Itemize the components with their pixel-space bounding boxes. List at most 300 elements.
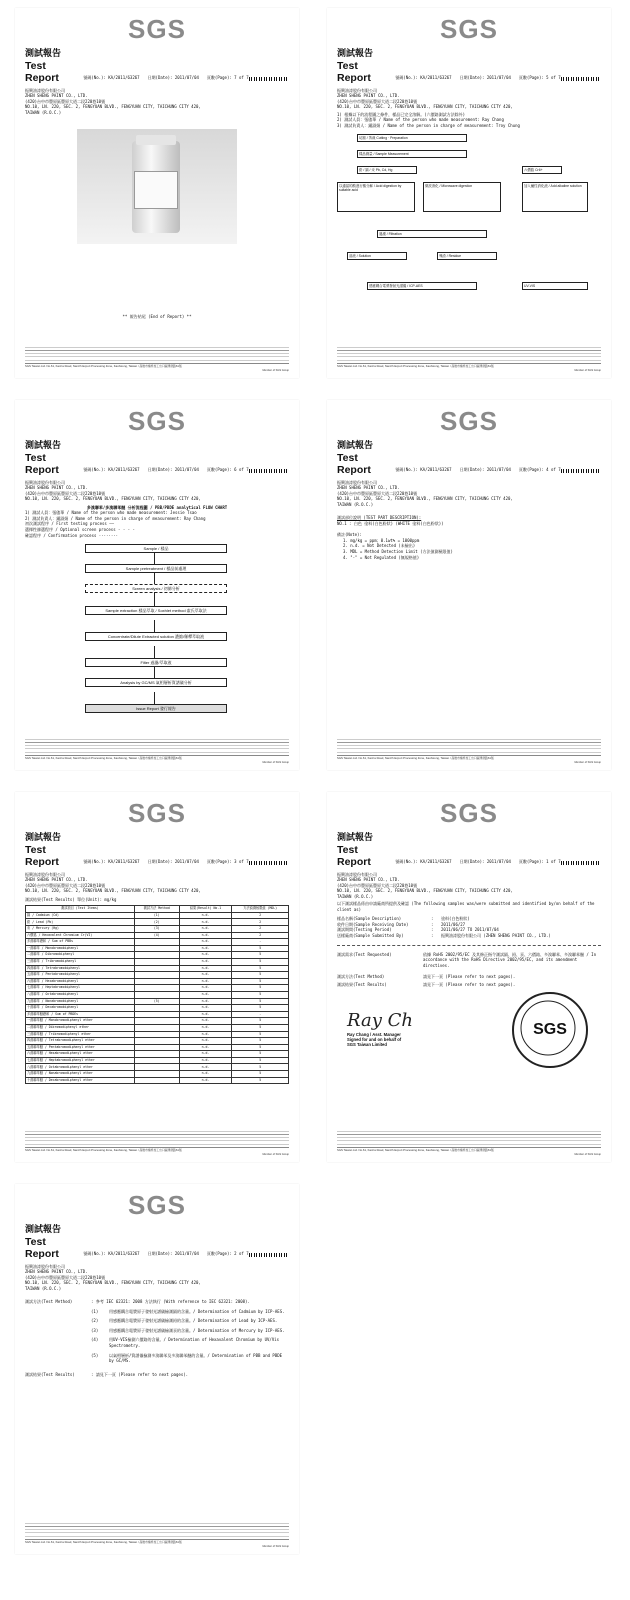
address-cn: (420)台中市豐原區豐原大道二段220巷10號 (25, 1274, 106, 1280)
table-row (26, 1044, 289, 1051)
step-pretreatment: Sample pretreatment / 樣品前處理 (85, 564, 227, 573)
table-cell: 2 (232, 912, 289, 919)
field-label: 測試期間(Testing Period) (337, 927, 392, 933)
flow-residue: 殘渣 / Residue (437, 252, 497, 260)
table-cell: 5 (232, 958, 289, 965)
page-footer (337, 1131, 601, 1156)
sgs-logo: SGS (440, 798, 498, 828)
client-address (337, 872, 601, 899)
method-number: (2) (91, 1318, 99, 1324)
table-cell (134, 1057, 179, 1064)
table-cell: 四溴聯苯醚 / Tetrabromodiphenyl ether (26, 1038, 135, 1045)
table-cell: 二溴聯苯 / Dibromobiphenyl (26, 952, 135, 959)
note-2: 2. n.d. = Not Detected (未檢出) (343, 543, 416, 549)
address-en: NO.10, LN. 220, SEC. 2, FENGYUAN BLVD., FENGYUAN CITY, TAICHUNG CITY 420, (25, 496, 201, 502)
method-text: 用感應耦合電漿原子發射光譜儀檢測鎘的含量。/ Determination of Cadmium by ICP-AES. (109, 1308, 285, 1314)
table-row (26, 939, 289, 946)
end-of-report: ** 報告結尾 (End of Report) ** (122, 314, 192, 320)
table-cell: 5 (232, 1057, 289, 1064)
table-row (26, 945, 289, 952)
table-cell: 5 (232, 991, 289, 998)
footer-address: SGS Taiwan Ltd. No.61, Kai-Fa Road, Nanzih Export Processing Zone, Kaohsiung, Taiwan / 高雄市楠梓加工出口區開發路61號 (25, 755, 182, 760)
test-method (337, 974, 601, 980)
address-en2: TAIWAN (R.O.C.) (25, 1285, 62, 1291)
address-en: NO.10, LN. 220, SEC. 2, FENGYUAN BLVD., FENGYUAN CITY, TAICHUNG CITY 420, (25, 888, 201, 894)
table-cell: n.d. (179, 1005, 232, 1012)
table-header-cell: 方法偵測極限值 (MDL) (232, 906, 289, 913)
test-results (25, 1372, 289, 1378)
sample-photo (77, 129, 237, 244)
table-row (26, 919, 289, 926)
table-cell: 5 (232, 1077, 289, 1084)
flow-sample: 樣品測量 / Sample Measurement (357, 150, 467, 158)
handwritten-signature: Ray Ch (347, 1010, 413, 1031)
page-no: 頁數(Page): 6 of 7 (206, 467, 249, 472)
step-extraction: Sample extraction 樣品萃取 / Soxhlet method 索氏萃取法 (85, 606, 227, 615)
field-label: 送樣廠商(Sample Submitted By) (337, 933, 404, 938)
table-header-cell: 測試項目 (Test Items) (26, 906, 135, 913)
table-cell: 七溴聯苯 / Heptabromobiphenyl (26, 985, 135, 992)
table-row (26, 932, 289, 939)
address-cn: (420)台中市豐原區豐原大道二段220巷10號 (25, 882, 106, 888)
address-cn: (420)台中市豐原區豐原大道二段220巷10號 (25, 98, 106, 104)
report-meta (83, 467, 248, 473)
page-header (25, 830, 289, 868)
part-heading: 測試部位說明 (TEST PART DESCRIPTION): (337, 515, 422, 521)
company-seal (512, 992, 588, 1068)
client-en: ZHEN SHENG PAINT CO., LTD. (25, 877, 88, 883)
table-row (26, 952, 289, 959)
step-issue-report: Issue Report 發行報告 (85, 704, 227, 713)
address-en: NO.10, LN. 220, SEC. 2, FENGYUAN BLVD., FENGYUAN CITY, TAICHUNG CITY 420, (337, 888, 513, 894)
table-cell: 2 (232, 919, 289, 926)
method-number: (4) (91, 1337, 99, 1343)
footer-member: Member of SGS Group (262, 1152, 289, 1156)
table-cell (134, 991, 179, 998)
page-no: 頁數(Page): 4 of 7 (518, 467, 561, 472)
table-cell: 五溴聯苯 / Pentabromobiphenyl (26, 972, 135, 979)
table-cell: 八溴聯苯 / Octabromobiphenyl (26, 991, 135, 998)
table-cell: 5 (232, 1018, 289, 1025)
table-row (26, 958, 289, 965)
method-label: 測試方法(Test Method) (337, 974, 385, 980)
table-cell: (5) (134, 998, 179, 1005)
client-en: ZHEN SHENG PAINT CO., LTD. (25, 485, 88, 491)
results-label: 測試結果(Test Results) (25, 1371, 75, 1377)
address-cn: (420)台中市豐原區豐原大道二段220巷10號 (337, 490, 418, 496)
table-cell: 三溴聯苯 / Tribromobiphenyl (26, 958, 135, 965)
page-footer (337, 347, 601, 372)
report-page-2 (15, 1184, 299, 1554)
table-cell: n.d. (179, 1057, 232, 1064)
report-meta (83, 1251, 248, 1257)
table-cell: n.d. (179, 991, 232, 998)
report-date: 日期(Date): 2011/07/04 (147, 859, 199, 864)
flow-chart-title: 多溴聯苯/多溴聯苯醚 分析流程圖 / PBB/PBDE analytical FLOW CHART (86, 504, 228, 510)
table-row (26, 985, 289, 992)
table-row (26, 965, 289, 972)
barcode (249, 861, 289, 865)
person-2: 2) 測試負責人：鍾淑娟 / Name of the person in charge of measurement: Ray Chang (25, 515, 206, 521)
sgs-logo: SGS (440, 406, 498, 436)
table-cell: 六價鉻 / Hexavalent Chromium Cr(VI) (26, 932, 135, 939)
intro-text: 以下測試樣品係由申請廠商所提供及確認 (The following samples was/were submitted and identified by/on behalf of the client as) (337, 901, 595, 912)
client-cn: 振興油漆股份有限公司 (337, 872, 377, 877)
report-page-4 (327, 400, 611, 770)
table-cell (134, 1071, 179, 1078)
table-cell (134, 1005, 179, 1012)
step-gcms: Analysis by GC/MS 氣相層析質譜儀分析 (85, 678, 227, 687)
table-cell: n.d. (179, 945, 232, 952)
notes-title: 備註(Note): (337, 532, 362, 538)
table-cell: 5 (232, 1031, 289, 1038)
footer-member: Member of SGS Group (262, 368, 289, 372)
table-cell (134, 985, 179, 992)
table-cell (134, 978, 179, 985)
report-no: 號碼(No.): KA/2011/63267 (83, 467, 140, 472)
page-footer (25, 347, 289, 372)
footer-terms (25, 1523, 289, 1537)
note-4: 4. "-" = Not Regulated (無規格值) (343, 554, 420, 560)
title-cn: 測試報告 (25, 441, 62, 451)
table-cell: (2) (134, 919, 179, 926)
test-part-description (337, 515, 601, 560)
report-date: 日期(Date): 2011/07/04 (147, 1251, 199, 1256)
barcode (561, 77, 601, 81)
title-cn: 測試報告 (25, 49, 62, 59)
table-cell: 2 (232, 926, 289, 933)
field-colon: : (431, 927, 434, 933)
table-cell: n.d. (179, 932, 232, 939)
address-cn: (420)台中市豐原區豐原大道二段220巷10號 (337, 882, 418, 888)
title-en: Test Report (25, 60, 59, 84)
seal-text: SGS (533, 1021, 567, 1038)
flow-digest2: 微波消化 / Microwave digestion (423, 182, 501, 212)
table-cell: n.d. (179, 978, 232, 985)
flow-addacid: 加入鹼性消化液 / Add alkaline solution (522, 182, 588, 212)
report-no: 號碼(No.): KA/2011/63267 (395, 467, 452, 472)
report-date: 日期(Date): 2011/07/04 (459, 859, 511, 864)
footer-terms (25, 1131, 289, 1145)
table-header-cell: 結果(Result) No.1 (179, 906, 232, 913)
client-address (25, 872, 289, 894)
barcode (249, 1253, 289, 1257)
table-cell: n.d. (179, 1011, 232, 1018)
method-text: 請見下一頁 (Please refer to next pages). (423, 974, 516, 980)
table-row (26, 1077, 289, 1084)
method-item (91, 1318, 289, 1324)
footer-terms (337, 739, 601, 753)
table-cell (134, 1064, 179, 1071)
report-no: 號碼(No.): KA/2011/63267 (83, 75, 140, 80)
table-row (26, 1064, 289, 1071)
method-number: (5) (91, 1352, 99, 1358)
table-cell: 5 (232, 985, 289, 992)
table-cell: 2 (232, 932, 289, 939)
footer-address: SGS Taiwan Ltd. No.61, Kai-Fa Road, Nanzih Export Processing Zone, Kaohsiung, Taiwan / 高雄市楠梓加工出口區開發路61號 (25, 363, 182, 368)
seal-ring-icon (512, 992, 584, 1064)
report-page-6 (15, 400, 299, 770)
table-cell: 5 (232, 1044, 289, 1051)
page-header (25, 46, 289, 84)
footer-terms (25, 347, 289, 361)
table-cell: n.d. (179, 1018, 232, 1025)
table-cell (134, 1024, 179, 1031)
address-en: NO.10, LN. 220, SEC. 2, FENGYUAN BLVD., FENGYUAN CITY, TAICHUNG CITY 420, (25, 104, 201, 110)
client-address (25, 1264, 289, 1291)
page-header (337, 438, 601, 476)
footer-member: Member of SGS Group (262, 1544, 289, 1548)
table-cell: 多溴聯苯醚總和 / Sum of PBDEs (26, 1011, 135, 1018)
table-cell: 5 (232, 1038, 289, 1045)
table-cell: 多溴聯苯總和 / Sum of PBBs (26, 939, 135, 946)
table-cell: n.d. (179, 1071, 232, 1078)
sgs-logo: SGS (128, 798, 186, 828)
signer-block (347, 1032, 401, 1047)
test-requested (337, 945, 601, 969)
address-en: NO.10, LN. 220, SEC. 2, FENGYUAN BLVD., FENGYUAN CITY, TAICHUNG CITY 420, (337, 496, 513, 502)
method-text: 用UV-VIS檢測六價鉻的含量。/ Determination of Hexavalent Chromium by UV/Vis Spectrometry. (109, 1337, 280, 1348)
table-cell: 二溴聯苯醚 / Dibromodiphenyl ether (26, 1024, 135, 1031)
test-results (337, 982, 601, 988)
table-cell: n.d. (179, 1038, 232, 1045)
field-value: 塗料(白色粉狀) (441, 916, 470, 922)
table-cell: 5 (232, 965, 289, 972)
requested-text: 依據 RoHS 2002/95/EC 及其修正指令測試鎘、鉛、汞、六價鉻、多溴聯苯、多溴聯苯醚 / In accordance with the RoHS Directive 2002/95/EC, and its amendment directives. (423, 951, 596, 968)
signer-name: Ray Chang / Asst. Manager (347, 1032, 401, 1037)
table-cell: n.d. (179, 1031, 232, 1038)
page-footer (25, 739, 289, 764)
title-cn: 測試報告 (25, 1225, 62, 1235)
table-row (26, 1071, 289, 1078)
report-date: 日期(Date): 2011/07/04 (147, 467, 199, 472)
signer-line2: Signed for and on behalf of (347, 1037, 402, 1042)
table-cell (134, 945, 179, 952)
table-cell: - (232, 1011, 289, 1018)
table-cell: (4) (134, 932, 179, 939)
client-cn: 振興油漆股份有限公司 (337, 88, 377, 93)
footer-member: Member of SGS Group (574, 1152, 601, 1156)
table-cell: 5 (232, 1024, 289, 1031)
page-footer (337, 739, 601, 764)
table-cell: 5 (232, 1071, 289, 1078)
page-no: 頁數(Page): 2 of 7 (206, 1251, 249, 1256)
table-cell: 5 (232, 972, 289, 979)
client-address (337, 88, 601, 110)
note-3: 3. MDL = Method Detection Limit (方法偵測極限值) (343, 549, 453, 554)
legend-optional: 選擇性篩選程序 / Optional screen process - - - - (25, 527, 135, 532)
table-cell (134, 1018, 179, 1025)
report-meta (395, 467, 560, 473)
table-row (26, 1011, 289, 1018)
table-cell: 九溴聯苯 / Nonabromobiphenyl (26, 998, 135, 1005)
client-en: ZHEN SHENG PAINT CO., LTD. (337, 877, 400, 883)
page-no: 頁數(Page): 5 of 7 (518, 75, 561, 80)
table-cell: n.d. (179, 919, 232, 926)
footer-address: SGS Taiwan Ltd. No.61, Kai-Fa Road, Nanzih Export Processing Zone, Kaohsiung, Taiwan / 高雄市楠梓加工出口區開發路61號 (337, 363, 494, 368)
method-list (25, 1309, 289, 1364)
table-row (26, 1031, 289, 1038)
table-cell: n.d. (179, 952, 232, 959)
flow-notes (337, 112, 601, 129)
title-en: Test Report (337, 60, 371, 84)
table-cell: 5 (232, 945, 289, 952)
report-page-3 (15, 792, 299, 1162)
footer-address: SGS Taiwan Ltd. No.61, Kai-Fa Road, Nanzih Export Processing Zone, Kaohsiung, Taiwan / 高雄市楠梓加工出口區開發路61號 (25, 1147, 182, 1152)
client-cn: 振興油漆股份有限公司 (25, 872, 65, 877)
table-cell: 汞 / Mercury (Hg) (26, 926, 135, 933)
table-cell: 十溴聯苯醚 / Decabromodiphenyl ether (26, 1077, 135, 1084)
field-value: 2011/06/27 (441, 921, 466, 927)
table-cell: 七溴聯苯醚 / Heptabromodiphenyl ether (26, 1057, 135, 1064)
table-cell: 5 (232, 1005, 289, 1012)
table-cell (134, 1011, 179, 1018)
field-value: 振興油漆股份有限公司 (ZHEN SHENG PAINT CO., LTD.) (441, 933, 551, 938)
pbb-flow-header (25, 505, 289, 539)
table-row (26, 926, 289, 933)
table-cell: 九溴聯苯醚 / Nonabromodiphenyl ether (26, 1071, 135, 1078)
flow-cr: 六價鉻 Cr6+ (522, 166, 562, 174)
client-cn: 振興油漆股份有限公司 (25, 88, 65, 93)
table-cell (134, 952, 179, 959)
legend-confirm: 確認程序 / Confirmation process ········ (25, 532, 119, 538)
legend-first: 初次測試程序 / First testing process —— (25, 521, 115, 527)
table-row (26, 978, 289, 985)
table-cell (134, 1051, 179, 1058)
note-2: 2) 測試人員：張啟華 / Name of the person who made measurement: Ray Chang (337, 117, 504, 123)
table-row (26, 1038, 289, 1045)
title-en: Test Report (337, 452, 371, 476)
client-cn: 振興油漆股份有限公司 (25, 480, 65, 485)
address-en2: TAIWAN (R.O.C.) (337, 893, 374, 899)
table-cell: 一溴聯苯 / Monobromobiphenyl (26, 945, 135, 952)
table-cell: (1) (134, 912, 179, 919)
table-cell: 四溴聯苯 / Tetrabromobiphenyl (26, 965, 135, 972)
page-header (25, 1222, 289, 1260)
method-text: 以氣相層析/質譜儀檢測多溴聯苯及多溴聯苯醚的含量。/ Determination of PBB and PBDE by GC/MS. (109, 1352, 283, 1364)
requested-label: 測試需求(Test Requested) (337, 951, 392, 957)
footer-member: Member of SGS Group (574, 368, 601, 372)
client-en: ZHEN SHENG PAINT CO., LTD. (337, 93, 400, 99)
title-en: Test Report (25, 844, 59, 868)
table-cell: 八溴聯苯醚 / Octabromodiphenyl ether (26, 1064, 135, 1071)
table-cell: 六溴聯苯醚 / Hexabromodiphenyl ether (26, 1051, 135, 1058)
method-item (91, 1309, 289, 1315)
method-item (91, 1353, 289, 1364)
table-cell: 一溴聯苯醚 / Monobromodiphenyl ether (26, 1018, 135, 1025)
method-text: 用感應耦合電漿原子發射光譜儀檢測汞的含量。/ Determination of Mercury by ICP-AES. (109, 1327, 285, 1333)
method-intro-text: : 參考 IEC 62321: 2008 方法執行 (With reference to IEC 62321: 2008). (91, 1299, 250, 1305)
sample-jar-image (132, 141, 180, 233)
method-text: 用感應耦合電漿原子發射光譜儀檢測鉛的含量。/ Determination of Lead by ICP-AES. (109, 1318, 278, 1324)
footer-terms (337, 1131, 601, 1145)
table-cell: 三溴聯苯醚 / Tribromodiphenyl ether (26, 1031, 135, 1038)
client-cn: 振興油漆股份有限公司 (25, 1264, 65, 1269)
method-intro (25, 1299, 289, 1305)
table-cell: 5 (232, 952, 289, 959)
table-cell (134, 965, 179, 972)
report-date: 日期(Date): 2011/07/04 (459, 75, 511, 80)
sample-field-row (337, 933, 601, 939)
table-cell: n.d. (179, 1064, 232, 1071)
table-row (26, 912, 289, 919)
table-cell: n.d. (179, 1024, 232, 1031)
flow-filter: 過濾 / Filtration (377, 230, 487, 238)
page-no: 頁數(Page): 1 of 7 (518, 859, 561, 864)
flow-solution: 溶液 / Solution (347, 252, 407, 260)
flow-cut: 切割 / 剪裁 Cutting · Preparation (357, 134, 467, 142)
table-cell: 鉛 / Lead (Pb) (26, 919, 135, 926)
table-header-cell: 測試方法 Method (134, 906, 179, 913)
report-date: 日期(Date): 2011/07/04 (459, 467, 511, 472)
part-no1: NO.1 : 白色 塗料(白色粉狀) (WHITE 塗料(白色粉狀)) (337, 520, 444, 526)
page-no: 頁數(Page): 7 of 7 (206, 75, 249, 80)
page-header (337, 46, 601, 84)
report-no: 號碼(No.): KA/2011/63267 (83, 1251, 140, 1256)
table-row (26, 998, 289, 1005)
page-header (25, 438, 289, 476)
title-en: Test Report (25, 452, 59, 476)
footer-member: Member of SGS Group (262, 760, 289, 764)
table-cell: n.d. (179, 939, 232, 946)
client-address (337, 480, 601, 507)
client-cn: 振興油漆股份有限公司 (337, 480, 377, 485)
report-meta (395, 75, 560, 81)
address-cn: (420)台中市豐原區豐原大道二段220巷10號 (337, 98, 418, 104)
flow-icp: 感應耦合電漿發射光譜儀 / ICP-AES (367, 282, 477, 290)
table-cell: (3) (134, 926, 179, 933)
table-cell: n.d. (179, 972, 232, 979)
method-number: (1) (91, 1308, 99, 1314)
note-1: 1) 根據以下的流程圖之條件，樣品已完全溶解。(六價鉻測試方法除外) (337, 111, 466, 117)
footer-address: SGS Taiwan Ltd. No.61, Kai-Fa Road, Nanzih Export Processing Zone, Kaohsiung, Taiwan / 高雄市楠梓加工出口區開發路61號 (337, 1147, 494, 1152)
table-cell: 十溴聯苯 / Decabromobiphenyl (26, 1005, 135, 1012)
table-cell: n.d. (179, 985, 232, 992)
table-cell: n.d. (179, 1051, 232, 1058)
address-en: NO.10, LN. 220, SEC. 2, FENGYUAN BLVD., FENGYUAN CITY, TAICHUNG CITY 420, (337, 104, 513, 110)
title-en: Test Report (337, 844, 371, 868)
table-cell: n.d. (179, 958, 232, 965)
footer-member: Member of SGS Group (574, 760, 601, 764)
table-cell: 鎘 / Cadmium (Cd) (26, 912, 135, 919)
table-cell: n.d. (179, 1077, 232, 1084)
table-row (26, 1018, 289, 1025)
table-row (26, 1057, 289, 1064)
field-colon: : (431, 916, 434, 922)
sgs-logo: SGS (128, 406, 186, 436)
address-en2: TAIWAN (R.O.C.) (337, 501, 374, 507)
table-cell: 五溴聯苯醚 / Pentabromodiphenyl ether (26, 1044, 135, 1051)
table-cell: 5 (232, 998, 289, 1005)
page-footer (25, 1131, 289, 1156)
address-en: NO.10, LN. 220, SEC. 2, FENGYUAN BLVD., FENGYUAN CITY, TAICHUNG CITY 420, (25, 1280, 201, 1286)
sgs-logo: SGS (128, 14, 186, 44)
field-colon: : (431, 921, 434, 927)
page-header (337, 830, 601, 868)
title-cn: 測試報告 (337, 833, 374, 843)
flow-uvvis: UV-VIS (522, 282, 588, 290)
method-number: (3) (91, 1327, 99, 1333)
table-cell: n.d. (179, 926, 232, 933)
step-filter: Filter 過濾/萃取液 (85, 658, 227, 667)
table-cell: 5 (232, 1051, 289, 1058)
client-en: ZHEN SHENG PAINT CO., LTD. (25, 1269, 88, 1275)
table-cell: n.d. (179, 965, 232, 972)
field-value: 2011/06/27 TO 2011/07/04 (441, 927, 499, 933)
barcode (249, 77, 289, 81)
note-1: 1. mg/kg = ppm；0.1wt% = 1000ppm (343, 537, 420, 543)
report-page-5 (327, 8, 611, 378)
